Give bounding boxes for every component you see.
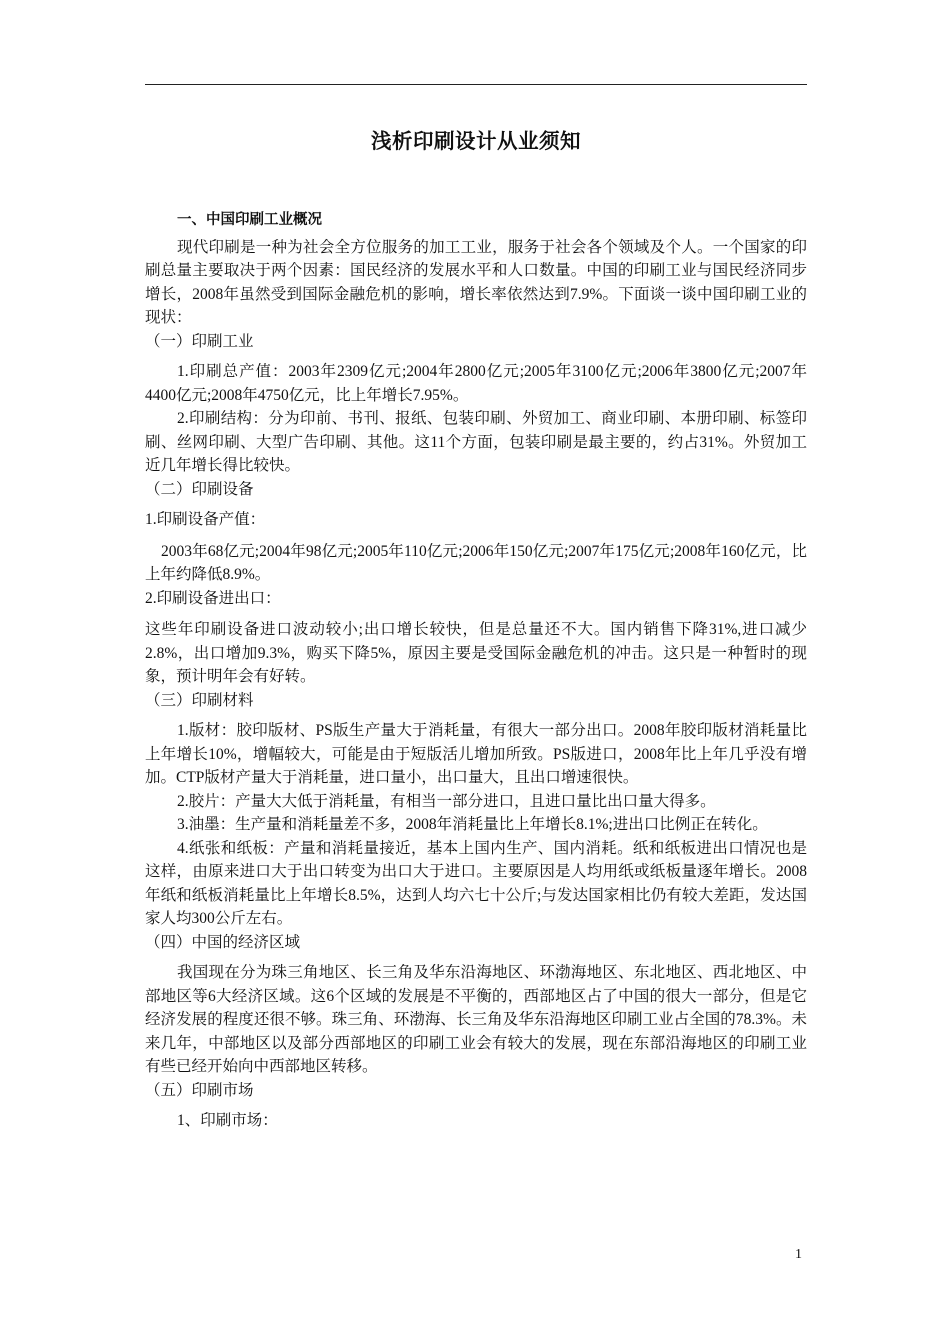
header-rule <box>145 84 807 85</box>
subsection-heading-1: （一）印刷工业 <box>145 332 254 350</box>
document-body <box>145 209 807 1133</box>
subsection-heading-3: （三）印刷材料 <box>145 691 254 709</box>
paragraph-print-market: 1、印刷市场： <box>177 1112 278 1129</box>
paragraph-plates: 1.版材：胶印版材、PS版生产量大于消耗量，有很大一部分出口。2008年胶印版材消耗量比上年增长10%，增幅较大，可能是由于短版活儿增加所致。PS版进口，2008年比上年几乎没有增加。CTP版材产量大于消耗量，进口量小，出口量大，且出口增速很快。 <box>145 722 807 786</box>
paragraph-equipment-output-label: 1.印刷设备产值： <box>145 511 266 528</box>
intro-paragraph: 现代印刷是一种为社会全方位服务的加工工业，服务于社会各个领域及个人。一个国家的印刷总量主要取决于两个因素：国民经济的发展水平和人口数量。中国的印刷工业与国民经济同步增长，2008年虽然受到国际金融危机的影响，增长率依然达到7.9%。下面谈一谈中国印刷工业的现状： <box>145 238 807 326</box>
paragraph-paper: 4.纸张和纸板：产量和消耗量接近，基本上国内生产、国内消耗。纸和纸板进出口情况也是这样，由原来进口大于出口转变为出口大于进口。主要原因是人均用纸或纸板量逐年增长。2008年纸和纸板消耗量比上年增长8.5%，达到人均六七十公斤;与发达国家相比仍有较大差距，发达国家人均300公斤左右。 <box>145 839 807 927</box>
paragraph-film: 2.胶片：产量大大低于消耗量，有相当一部分进口，且进口量比出口量大得多。 <box>177 792 716 810</box>
paragraph-equipment-output: 2003年68亿元;2004年98亿元;2005年110亿元;2006年150亿元;2007年175亿元;2008年160亿元，比上年约降低8.9%。 <box>145 542 807 583</box>
subsection-heading-2: （二）印刷设备 <box>145 480 254 498</box>
paragraph-output-value: 1.印刷总产值：2003年2309亿元;2004年2800亿元;2005年3100亿元;2006年3800亿元;2007年4400亿元;2008年4750亿元，比上年增长7.95%。 <box>145 363 807 404</box>
paragraph-equipment-trade-label: 2.印刷设备进出口： <box>145 589 281 607</box>
subsection-heading-4: （四）中国的经济区域 <box>145 933 301 951</box>
paragraph-equipment-trade: 这些年印刷设备进口波动较小;出口增长较快，但是总量还不大。国内销售下降31%,进口减少2.8%，出口增加9.3%，购买下降5%，原因主要是受国际金融危机的冲击。这只是一种暂时的现象，预计明年会有好转。 <box>145 621 807 685</box>
section-heading: 一、中国印刷工业概况 <box>177 212 322 228</box>
paragraph-print-structure: 2.印刷结构：分为印前、书刊、报纸、包装印刷、外贸加工、商业印刷、本册印刷、标签印刷、丝网印刷、大型广告印刷、其他。这11个方面，包装印刷是最主要的，约占31%。外贸加工近几年增长得比较快。 <box>145 410 807 474</box>
paragraph-economic-regions: 我国现在分为珠三角地区、长三角及华东沿海地区、环渤海地区、东北地区、西北地区、中部地区等6大经济区域。这6个区域的发展是不平衡的，西部地区占了中国的很大一部分，但是它经济发展的程度还很不够。珠三角、环渤海、长三角及华东沿海地区印刷工业占全国的78.3%。未来几年，中部地区以及部分西部地区的印刷工业会有较大的发展，现在东部沿海地区的印刷工业有些已经开始向中西部地区转移。 <box>145 964 807 1075</box>
paragraph-ink: 3.油墨：生产量和消耗量差不多，2008年消耗量比上年增长8.1%;进出口比例正在转化。 <box>177 816 768 833</box>
subsection-heading-5: （五）印刷市场 <box>145 1081 254 1099</box>
page-number: 1 <box>795 1247 802 1262</box>
document-title: 浅析印刷设计从业须知 <box>371 129 581 153</box>
